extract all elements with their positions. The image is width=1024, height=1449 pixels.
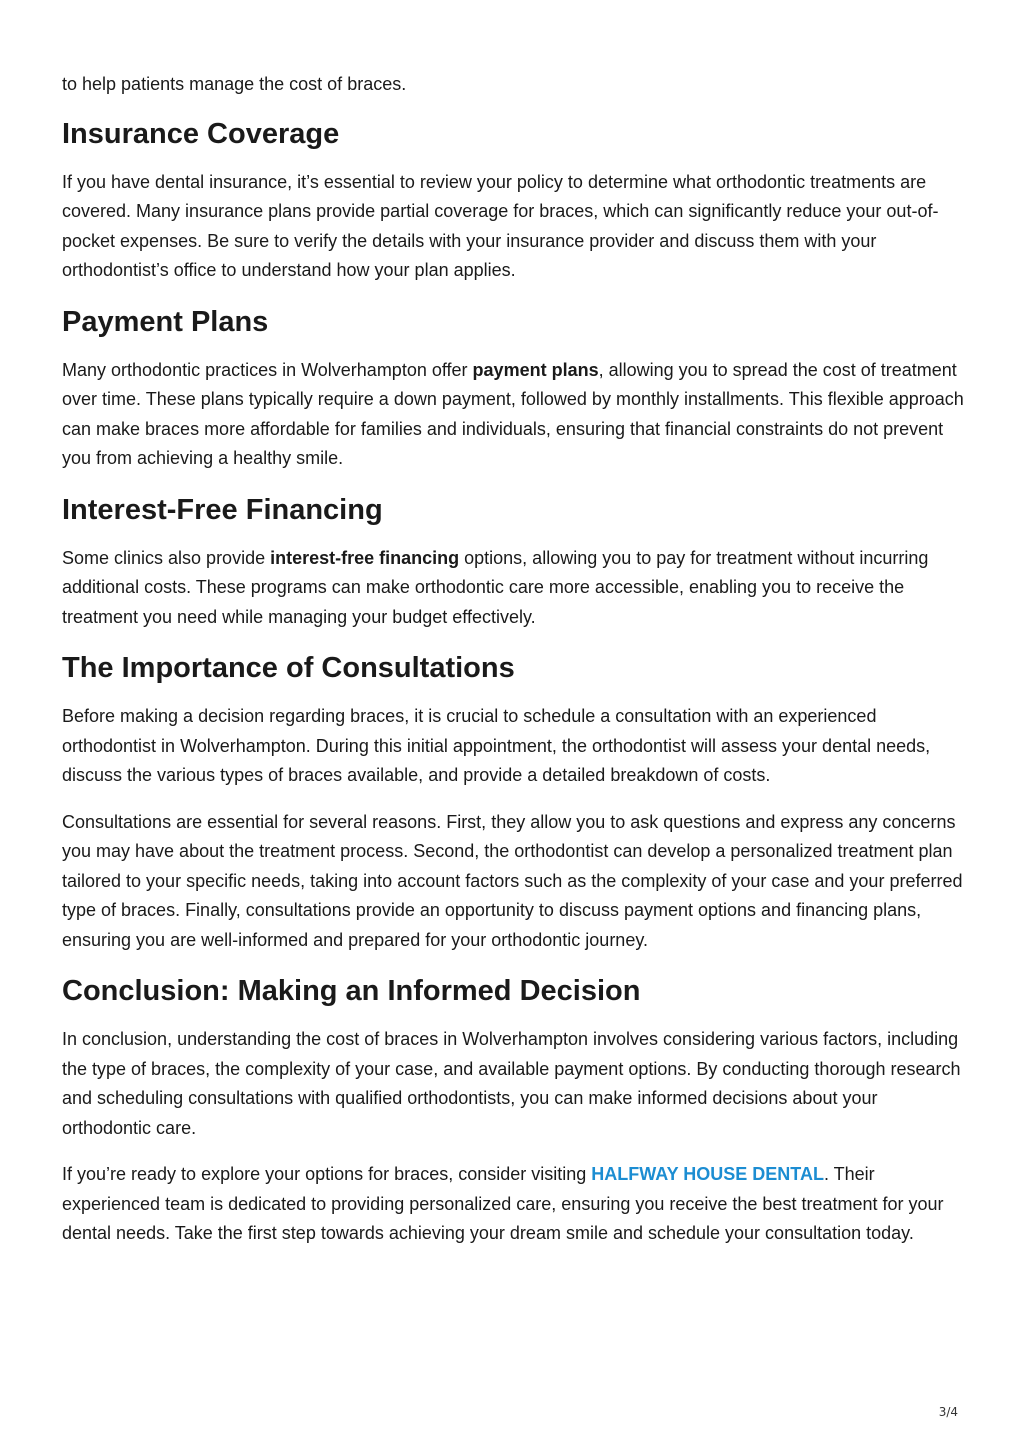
conclusion-paragraph-1: In conclusion, understanding the cost of braces in Wolverhampton involves considering various factors, including the type of braces, the complexity of your case, and available payment options. By conducting thorough research and scheduling consultations with qualified orthodontists, you can make informed decisions about your orthodontic care. <box>62 1029 961 1138</box>
intro-tail-paragraph: to help patients manage the cost of braces. <box>62 74 407 94</box>
conclusion-text-before: If you’re ready to explore your options for braces, consider visiting <box>62 1164 592 1184</box>
payment-plans-paragraph <box>62 356 967 474</box>
conclusion-paragraph-2 <box>62 1160 967 1249</box>
heading-conclusion: Conclusion: Making an Informed Decision <box>62 975 641 1007</box>
document-page <box>62 70 967 1266</box>
heading-importance-of-consultations: The Importance of Consultations <box>62 652 515 684</box>
consultations-paragraph-2: Consultations are essential for several reasons. First, they allow you to ask questions and express any concerns you may have about the treatment process. Second, the orthodontist can develop a personalized treatment plan tailored to your specific needs, taking into account factors such as the complexity of your case and your preferred type of braces. Finally, consultations provide an opportunity to discuss payment options and financing plans, ensuring you are well-informed and prepared for your orthodontic journey. <box>62 811 963 950</box>
page-number: 3/4 <box>938 1405 958 1419</box>
financing-text-after: options, allowing you to pay for treatment without incurring additional costs. These programs can make orthodontic care more accessible, enabling you to receive the treatment you need while managing your budget effectively. <box>62 547 929 627</box>
heading-payment-plans: Payment Plans <box>62 305 269 338</box>
payment-plans-bold: payment plans <box>472 359 599 380</box>
consultations-paragraph-1: Before making a decision regarding braces, it is crucial to schedule a consultation with an experienced orthodontist in Wolverhampton. During this initial appointment, the orthodontist will assess your dental needs, discuss the various types of braces available, and provide a detailed breakdown of costs. <box>62 706 931 785</box>
insurance-paragraph: If you have dental insurance, it’s essential to review your policy to determine what orthodontic treatments are covered. Many insurance plans provide partial coverage for braces, which can significantly reduce your out-of-pocket expenses. Be sure to verify the details with your insurance provider and discuss them with your orthodontist’s office to understand how your plan applies. <box>62 171 939 280</box>
heading-insurance-coverage: Insurance Coverage <box>62 117 340 150</box>
heading-interest-free-financing: Interest-Free Financing <box>62 493 383 526</box>
financing-text-before: Some clinics also provide <box>62 547 271 568</box>
payment-text-after: , allowing you to spread the cost of treatment over time. These plans typically require a down payment, followed by monthly installments. This flexible approach can make braces more affordable for families and individuals, ensuring that financial constraints do not prevent you from achieving a healthy smile. <box>62 359 964 468</box>
payment-text-before: Many orthodontic practices in Wolverhampton offer <box>62 359 473 380</box>
interest-free-financing-bold: interest-free financing <box>270 547 460 568</box>
financing-paragraph <box>62 544 967 633</box>
halfway-house-dental-link[interactable]: HALFWAY HOUSE DENTAL <box>591 1164 824 1184</box>
conclusion-text-after: . Their experienced team is dedicated to providing personalized care, ensuring you receive the best treatment for your dental needs. Take the first step towards achieving your dream smile and schedule your consultation today. <box>62 1164 944 1243</box>
